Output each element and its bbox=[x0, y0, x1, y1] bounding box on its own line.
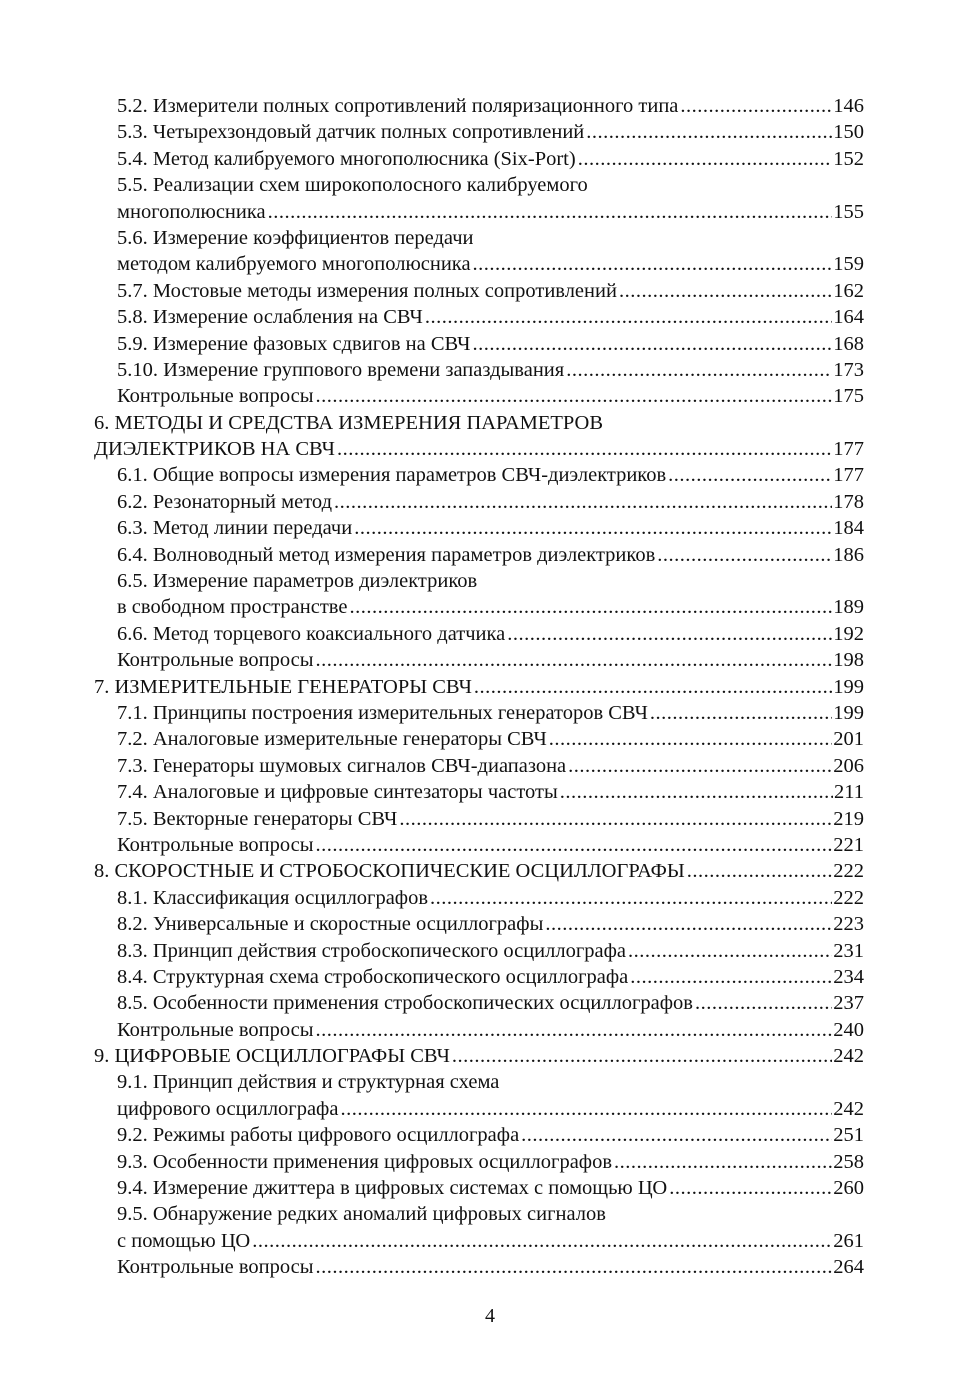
toc-entry-title: 6.3. Метод линии передачи bbox=[117, 517, 353, 540]
toc-entry-title: 5.6. Измерение коэффициентов передачи bbox=[117, 226, 474, 249]
toc-leader-dots bbox=[425, 304, 832, 330]
toc-entry-page: 178 bbox=[833, 490, 864, 513]
toc-leader-dots bbox=[630, 964, 832, 990]
toc-entry-title: 9. ЦИФРОВЫЕ ОСЦИЛЛОГРАФЫ СВЧ bbox=[94, 1045, 450, 1068]
toc-entry-page: 219 bbox=[833, 807, 864, 830]
toc-section-entry bbox=[94, 700, 864, 726]
toc-section-entry bbox=[94, 964, 864, 990]
toc-leader-dots bbox=[619, 278, 832, 304]
toc-leader-dots bbox=[252, 1228, 832, 1254]
toc-leader-dots bbox=[340, 1096, 832, 1122]
toc-section-entry bbox=[94, 515, 864, 541]
toc-leader-dots bbox=[549, 726, 832, 752]
toc-section-entry bbox=[94, 462, 864, 488]
toc-entry-title: 9.1. Принцип действия и структурная схема bbox=[117, 1071, 500, 1094]
toc-entry-title: 5.8. Измерение ослабления на СВЧ bbox=[117, 306, 423, 329]
toc-entry-page: 162 bbox=[833, 279, 864, 302]
toc-entry-title: с помощью ЦО bbox=[117, 1229, 251, 1252]
toc-entry-title: 6.5. Измерение параметров диэлектриков bbox=[117, 570, 478, 593]
toc-entry-page: 231 bbox=[833, 939, 864, 962]
toc-entry-title: Контрольные вопросы bbox=[117, 385, 314, 408]
toc-leader-dots bbox=[628, 938, 832, 964]
toc-entry-title: 6. МЕТОДЫ И СРЕДСТВА ИЗМЕРЕНИЯ ПАРАМЕТРОВ bbox=[94, 411, 604, 434]
toc-section-entry bbox=[94, 172, 864, 198]
toc-leader-dots bbox=[668, 462, 832, 488]
toc-entry-title: Контрольные вопросы bbox=[117, 833, 314, 856]
toc-entry-title: 9.4. Измерение джиттера в цифровых системах с помощью ЦО bbox=[117, 1177, 668, 1200]
toc-entry-page: 234 bbox=[833, 965, 864, 988]
toc-entry-title: 7.1. Принципы построения измерительных генераторов СВЧ bbox=[117, 701, 648, 724]
toc-entry-title: 8.4. Структурная схема стробоскопического осциллографа bbox=[117, 965, 629, 988]
toc-entry-title: ДИЭЛЕКТРИКОВ НА СВЧ bbox=[94, 438, 336, 461]
toc-section-entry bbox=[94, 1096, 864, 1122]
toc-leader-dots bbox=[430, 885, 832, 911]
table-of-contents bbox=[94, 93, 864, 1281]
toc-section-entry bbox=[94, 251, 864, 277]
toc-entry-title: цифрового осциллографа bbox=[117, 1097, 339, 1120]
toc-entry-page: 146 bbox=[833, 95, 864, 117]
toc-leader-dots bbox=[586, 119, 832, 145]
toc-section-entry bbox=[94, 1149, 864, 1175]
toc-section-entry bbox=[94, 357, 864, 383]
toc-chapter-entry bbox=[94, 436, 864, 462]
toc-leader-dots bbox=[687, 858, 833, 884]
toc-leader-dots bbox=[614, 1149, 832, 1175]
toc-entry-title: 9.2. Режимы работы цифрового осциллографа bbox=[117, 1124, 520, 1147]
toc-entry-page: 261 bbox=[833, 1229, 864, 1252]
toc-leader-dots bbox=[507, 621, 832, 647]
toc-entry-page: 264 bbox=[833, 1256, 864, 1279]
toc-entry-page: 192 bbox=[833, 622, 864, 645]
toc-leader-dots bbox=[354, 515, 832, 541]
toc-chapter-entry bbox=[94, 410, 864, 436]
toc-section-entry bbox=[94, 753, 864, 779]
toc-entry-page: 152 bbox=[833, 147, 864, 170]
toc-entry-page: 201 bbox=[833, 728, 864, 751]
toc-entry-page: 159 bbox=[833, 253, 864, 276]
toc-entry-title: 8. СКОРОСТНЫЕ И СТРОБОСКОПИЧЕСКИЕ ОСЦИЛЛОГРАФЫ bbox=[94, 860, 685, 883]
toc-entry-page: 175 bbox=[833, 385, 864, 408]
toc-entry-title: 5.10. Измерение группового времени запаздывания bbox=[117, 358, 565, 381]
toc-section-entry bbox=[94, 779, 864, 805]
toc-leader-dots bbox=[316, 1254, 833, 1280]
toc-leader-dots bbox=[474, 674, 832, 700]
toc-chapter-entry bbox=[94, 858, 864, 884]
toc-entry-page: 184 bbox=[833, 517, 864, 540]
toc-leader-dots bbox=[316, 832, 833, 858]
toc-entry-title: 9.3. Особенности применения цифровых осциллографов bbox=[117, 1150, 613, 1173]
toc-section-entry bbox=[94, 911, 864, 937]
toc-leader-dots bbox=[316, 647, 833, 673]
toc-entry-page: 251 bbox=[833, 1124, 864, 1147]
toc-section-entry bbox=[94, 832, 864, 858]
toc-entry-page: 211 bbox=[834, 781, 864, 804]
toc-entry-page: 222 bbox=[833, 860, 864, 883]
toc-leader-dots bbox=[657, 542, 832, 568]
toc-leader-dots bbox=[334, 489, 832, 515]
toc-section-entry bbox=[94, 331, 864, 357]
toc-section-entry bbox=[94, 93, 864, 119]
toc-leader-dots bbox=[669, 1175, 832, 1201]
toc-section-entry bbox=[94, 1201, 864, 1227]
toc-entry-title: 7.5. Векторные генераторы СВЧ bbox=[117, 807, 398, 830]
toc-entry-title: 7.4. Аналоговые и цифровые синтезаторы частоты bbox=[117, 781, 558, 804]
toc-leader-dots bbox=[473, 331, 833, 357]
toc-leader-dots bbox=[650, 700, 832, 726]
toc-section-entry bbox=[94, 225, 864, 251]
toc-section-entry bbox=[94, 990, 864, 1016]
toc-entry-title: 6.1. Общие вопросы измерения параметров СВЧ-диэлектриков bbox=[117, 464, 667, 487]
toc-section-entry bbox=[94, 383, 864, 409]
toc-leader-dots bbox=[268, 199, 833, 225]
toc-section-entry bbox=[94, 647, 864, 673]
toc-entry-page: 223 bbox=[833, 913, 864, 936]
toc-entry-page: 242 bbox=[833, 1097, 864, 1120]
toc-leader-dots bbox=[452, 1043, 832, 1069]
toc-entry-title: 6.4. Волноводный метод измерения параметров диэлектриков bbox=[117, 543, 656, 566]
toc-entry-title: Контрольные вопросы bbox=[117, 1018, 314, 1041]
toc-leader-dots bbox=[695, 990, 832, 1016]
toc-entry-page: 177 bbox=[833, 438, 864, 461]
toc-entry-title: 5.5. Реализации схем широкополосного калибруемого bbox=[117, 174, 588, 197]
toc-chapter-entry bbox=[94, 674, 864, 700]
toc-entry-page: 260 bbox=[833, 1177, 864, 1200]
toc-section-entry bbox=[94, 199, 864, 225]
toc-leader-dots bbox=[566, 357, 832, 383]
toc-entry-title: 8.2. Универсальные и скоростные осциллографы bbox=[117, 913, 544, 936]
toc-entry-page: 199 bbox=[833, 675, 864, 698]
toc-entry-page: 222 bbox=[833, 886, 864, 909]
toc-entry-title: 6.2. Резонаторный метод bbox=[117, 490, 332, 513]
toc-entry-page: 189 bbox=[833, 596, 864, 619]
toc-section-entry bbox=[94, 885, 864, 911]
toc-section-entry bbox=[94, 568, 864, 594]
toc-entry-title: многополюсника bbox=[117, 200, 266, 223]
toc-entry-title: методом калибруемого многополюсника bbox=[117, 253, 471, 276]
toc-section-entry bbox=[94, 304, 864, 330]
toc-entry-page: 168 bbox=[833, 332, 864, 355]
toc-section-entry bbox=[94, 1017, 864, 1043]
toc-entry-title: 5.2. Измерители полных сопротивлений поляризационного типа bbox=[117, 95, 679, 117]
toc-section-entry bbox=[94, 594, 864, 620]
toc-leader-dots bbox=[337, 436, 832, 462]
toc-entry-title: 7.2. Аналоговые измерительные генераторы СВЧ bbox=[117, 728, 547, 751]
toc-section-entry bbox=[94, 1228, 864, 1254]
toc-entry-page: 242 bbox=[833, 1045, 864, 1068]
toc-entry-title: 7. ИЗМЕРИТЕЛЬНЫЕ ГЕНЕРАТОРЫ СВЧ bbox=[94, 675, 472, 698]
toc-section-entry bbox=[94, 806, 864, 832]
toc-chapter-entry bbox=[94, 1043, 864, 1069]
toc-leader-dots bbox=[680, 93, 832, 119]
toc-entry-page: 186 bbox=[833, 543, 864, 566]
toc-leader-dots bbox=[316, 1017, 833, 1043]
toc-entry-page: 240 bbox=[833, 1018, 864, 1041]
toc-leader-dots bbox=[578, 146, 833, 172]
toc-entry-title: 8.1. Классификация осциллографов bbox=[117, 886, 429, 909]
toc-section-entry bbox=[94, 726, 864, 752]
toc-section-entry bbox=[94, 1254, 864, 1280]
toc-entry-page: 150 bbox=[833, 121, 864, 144]
toc-leader-dots bbox=[568, 753, 832, 779]
toc-leader-dots bbox=[349, 594, 832, 620]
toc-entry-title: 9.5. Обнаружение редких аномалий цифровых сигналов bbox=[117, 1203, 606, 1226]
toc-entry-page: 221 bbox=[833, 833, 864, 856]
toc-entry-page: 173 bbox=[833, 358, 864, 381]
toc-entry-page: 155 bbox=[833, 200, 864, 223]
toc-section-entry bbox=[94, 119, 864, 145]
toc-leader-dots bbox=[545, 911, 832, 937]
toc-section-entry bbox=[94, 1122, 864, 1148]
toc-entry-title: 6.6. Метод торцевого коаксиального датчика bbox=[117, 622, 506, 645]
toc-entry-page: 177 bbox=[833, 464, 864, 487]
toc-entry-title: Контрольные вопросы bbox=[117, 1256, 314, 1279]
toc-section-entry bbox=[94, 146, 864, 172]
toc-entry-title: 8.5. Особенности применения стробоскопических осциллографов bbox=[117, 992, 693, 1015]
toc-section-entry bbox=[94, 1175, 864, 1201]
toc-entry-page: 164 bbox=[833, 306, 864, 329]
toc-leader-dots bbox=[560, 779, 833, 805]
toc-leader-dots bbox=[473, 251, 833, 277]
toc-entry-title: Контрольные вопросы bbox=[117, 649, 314, 672]
toc-entry-title: 5.4. Метод калибруемого многополюсника (Six-Port) bbox=[117, 147, 576, 170]
toc-leader-dots bbox=[316, 383, 833, 409]
toc-section-entry bbox=[94, 1069, 864, 1095]
toc-entry-page: 199 bbox=[833, 701, 864, 724]
toc-entry-title: 8.3. Принцип действия стробоскопического осциллографа bbox=[117, 939, 626, 962]
toc-leader-dots bbox=[521, 1122, 832, 1148]
toc-section-entry bbox=[94, 489, 864, 515]
toc-entry-page: 206 bbox=[833, 754, 864, 777]
toc-entry-title: в свободном пространстве bbox=[117, 596, 348, 619]
toc-entry-title: 5.7. Мостовые методы измерения полных сопротивлений bbox=[117, 279, 617, 302]
toc-section-entry bbox=[94, 621, 864, 647]
toc-entry-page: 258 bbox=[833, 1150, 864, 1173]
toc-entry-title: 7.3. Генераторы шумовых сигналов СВЧ-диапазона bbox=[117, 754, 567, 777]
toc-section-entry bbox=[94, 542, 864, 568]
page-number: 4 bbox=[485, 1305, 495, 1327]
toc-entry-title: 5.3. Четырехзондовый датчик полных сопротивлений bbox=[117, 121, 585, 144]
toc-section-entry bbox=[94, 278, 864, 304]
toc-entry-title: 5.9. Измерение фазовых сдвигов на СВЧ bbox=[117, 332, 471, 355]
toc-leader-dots bbox=[399, 806, 832, 832]
toc-entry-page: 198 bbox=[833, 649, 864, 672]
toc-entry-page: 237 bbox=[833, 992, 864, 1015]
toc-section-entry bbox=[94, 938, 864, 964]
